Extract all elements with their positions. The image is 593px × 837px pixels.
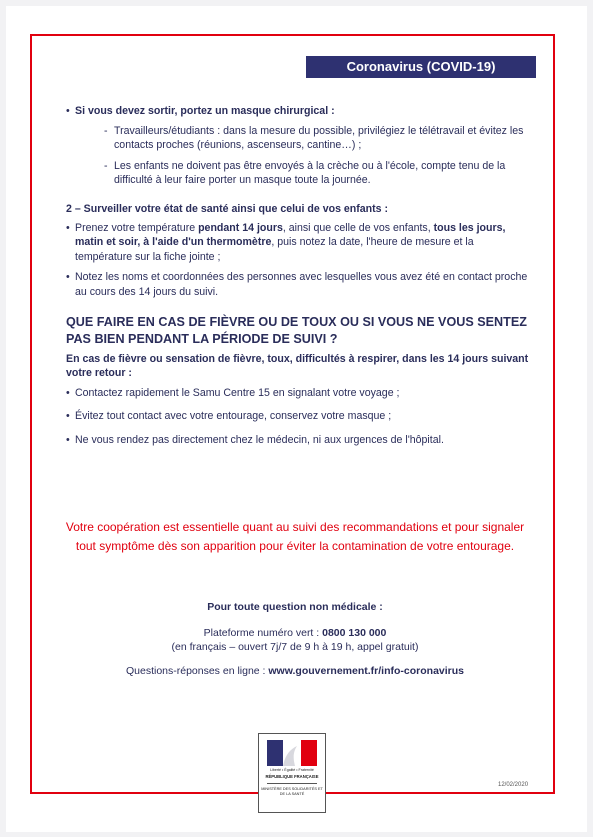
fever-intro: En cas de fièvre ou sensation de fièvre, toux, difficultés à respirer, dans les 14 jours suivant votre retour :: [66, 352, 529, 380]
logo-republic: RÉPUBLIQUE FRANÇAISE: [265, 774, 319, 779]
hotline-number: 0800 130 000: [322, 626, 387, 639]
mask-title: • Si vous devez sortir, portez un masque chirurgical :: [66, 104, 531, 119]
mask-item-workers: - Travailleurs/étudiants : dans la mesure du possible, privilégiez le télétravail et évitez les contacts proches (réunions, ascenseurs, cantine…) ;: [104, 124, 531, 153]
ministry-logo: [258, 733, 326, 813]
logo-motto: Liberté • Égalité • Fraternité: [270, 768, 314, 772]
logo-ministry: MINISTÈRE DES SOLIDARITÉS ET DE LA SANTÉ: [261, 787, 323, 796]
hotline-hours: (en français – ouvert 7j/7 de 9 h à 19 h, appel gratuit): [171, 641, 419, 654]
fever-item-samu: • Contactez rapidement le Samu Centre 15 en signalant votre voyage ;: [66, 386, 531, 401]
mask-item-children: - Les enfants ne doivent pas être envoyés à la crèche ou à l'école, compte tenu de la difficulté à leur faire porter un masque toute la journée.: [104, 159, 531, 188]
health-temperature: • Prenez votre température pendant 14 jours, ainsi que celle de vos enfants, tous les jours, matin et soir, à l'aide d'un thermomètre, puis notez la date, l'heure de mesure et la température sur la fiche jointe ;: [66, 221, 531, 265]
cooperation-message: Votre coopération est essentielle quant au suivi des recommandations et pour signaler tout symptôme dès son apparition pour éviter la contamination de votre entourage.: [65, 520, 525, 553]
fever-heading: QUE FAIRE EN CAS DE FIÈVRE OU DE TOUX OU SI VOUS NE VOUS SENTEZ PAS BIEN PENDANT LA PÉRIODE DE SUIVI ?: [66, 314, 527, 346]
faq-url: www.gouvernement.fr/info-coronavirus: [268, 664, 465, 677]
publication-date: 12/02/2020: [498, 782, 529, 788]
marianne-flag-icon: [267, 740, 317, 766]
health-title: 2 – Surveiller votre état de santé ainsi que celui de vos enfants :: [66, 202, 389, 215]
title-banner: Coronavirus (COVID-19): [306, 56, 536, 78]
health-contacts: • Notez les noms et coordonnées des personnes avec lesquelles vous avez été en contact proche au cours des 14 jours du suivi.: [66, 270, 531, 299]
fever-item-no-doctor: • Ne vous rendez pas directement chez le médecin, ni aux urgences de l'hôpital.: [66, 433, 531, 448]
main-content: [66, 104, 531, 448]
contact-block: [60, 600, 530, 678]
hotline-line: Plateforme numéro vert : 0800 130 000: [203, 626, 387, 639]
faq-line: Questions-réponses en ligne : www.gouvernement.fr/info-coronavirus: [125, 664, 465, 677]
fever-item-avoid-contact: • Évitez tout contact avec votre entourage, conservez votre masque ;: [66, 409, 531, 424]
contact-title: Pour toute question non médicale :: [207, 601, 383, 613]
logo-divider: [267, 783, 317, 784]
